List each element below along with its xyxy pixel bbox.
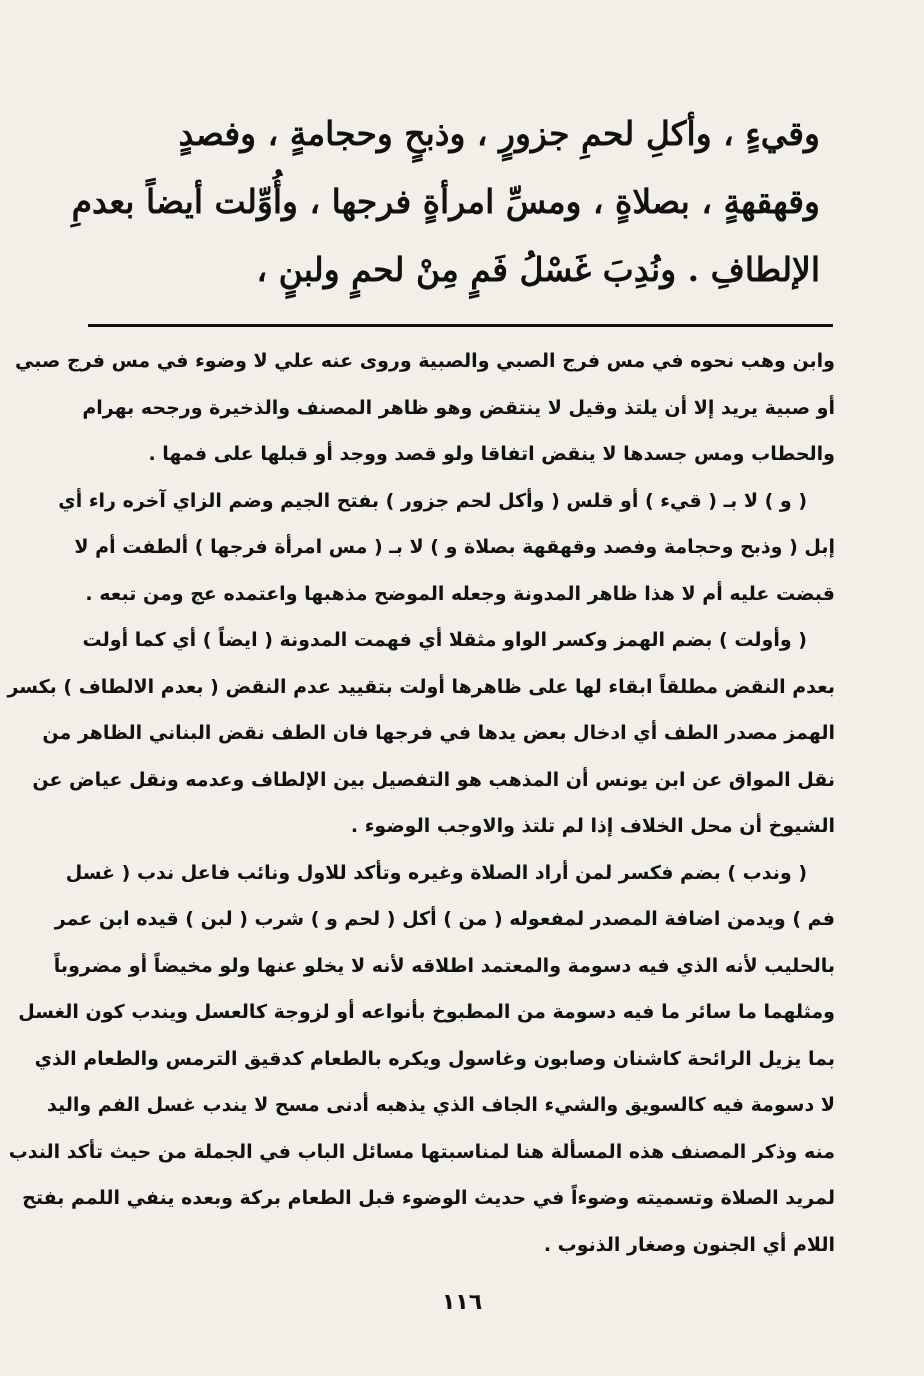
- commentary-line: لمريد الصلاة وتسميته وضوءاً في حديث الوضوء قبل الطعام بركة وبعده ينفي اللمم بفتح: [22, 1187, 835, 1209]
- page-number: ١١٦: [441, 1290, 483, 1315]
- commentary-line: وابن وهب نحوه في مس فرج الصبي والصبية وروى عنه علي لا وضوء في مس فرج صبي: [15, 350, 835, 372]
- commentary-line: الهمز مصدر الطف أي ادخال بعض يدها في فرجها فان الطف نقض البناني الظاهر من: [42, 722, 835, 744]
- commentary-line: إبل ( وذبح وحجامة وفصد وقهقهة بصلاة و ) لا بـ ( مس امرأة فرجها ) ألطفت أم لا: [74, 536, 835, 558]
- commentary-paragraph: [8, 850, 835, 1269]
- separator-rule: [88, 324, 833, 327]
- commentary-line: قبضت عليه أم لا هذا ظاهر المدونة وجعله الموضح مذهبها واعتمده عج ومن تبعه .: [85, 582, 835, 605]
- commentary-line: فم ) ويدمن اضافة المصدر لمفعوله ( من ) أكل ( لحم و ) شرب ( لبن ) قيده ابن عمر: [54, 908, 835, 930]
- commentary-line: منه وذكر المصنف هذه المسألة هنا لمناسبتها مسائل الباب في الجملة من حيث تأكد الندب: [8, 1140, 835, 1163]
- commentary-line: بعدم النقض مطلقاً ابقاء لها على ظاهرها أولت بتقييد عدم النقض ( بعدم الالطاف ) بكسر: [7, 675, 835, 698]
- commentary-paragraph: [15, 338, 835, 478]
- commentary-line: أو صبية يريد إلا أن يلتذ وقيل لا ينتقض وهو ظاهر المصنف والذخيرة ورجحه بهرام: [82, 396, 835, 419]
- commentary-paragraph: [7, 617, 835, 850]
- commentary-line: والحطاب ومس جسدها لا ينقض اتفاقا ولو قصد ووجد أو قبلها على فمها .: [148, 443, 835, 465]
- commentary-line: اللام أي الجنون وصغار الذنوب .: [543, 1233, 835, 1256]
- commentary-line: بما يزيل الرائحة كاشنان وصابون وغاسول ويكره بالطعام كدقيق الترمس والطعام الذي: [34, 1047, 835, 1070]
- commentary-block: [7, 338, 835, 1268]
- commentary-line: ( وندب ) بضم فكسر لمن أراد الصلاة وغيره وتأكد للاول ونائب فاعل ندب ( غسل: [65, 861, 807, 884]
- main-text-line: وقهقهةٍ ، بصلاةٍ ، ومسِّ امرأةٍ فرجها ، وأُوِّلت أيضاً بعدمِ: [71, 182, 820, 221]
- commentary-paragraph: [58, 478, 835, 618]
- main-text-line: وقيءٍ ، وأكلِ لحمِ جزورٍ ، وذبحٍ وحجامةٍ ، وفصدٍ: [178, 114, 820, 153]
- commentary-line: نقل المواق عن ابن يونس أن المذهب هو التفصيل بين الإلطاف وعدمه ونقل عياض عن: [32, 768, 835, 791]
- main-text-line: الإلطافِ . ونُدِبَ غَسْلُ فَمٍ مِنْ لحمٍ ولبنٍ ،: [256, 250, 820, 289]
- commentary-line: الشيوخ أن محل الخلاف إذا لم تلتذ والاوجب الوضوء .: [350, 815, 835, 837]
- commentary-line: لا دسومة فيه كالسويق والشيء الجاف الذي يذهبه أدنى مسح لا يندب غسل الفم واليد: [47, 1094, 835, 1116]
- commentary-line: ( وأولت ) بضم الهمز وكسر الواو مثقلا أي فهمت المدونة ( ايضاً ) أي كما أولت: [82, 629, 807, 651]
- main-text-block: [70, 100, 820, 304]
- commentary-line: ( و ) لا بـ ( قيء ) أو قلس ( وأكل لحم جزور ) بفتح الجيم وضم الزاي آخره راء أي: [58, 489, 807, 512]
- commentary-line: ومثلهما ما سائر ما فيه دسومة من المطبوخ بأنواعه أو لزوجة كالعسل ويندب كون الغسل: [18, 1001, 835, 1023]
- commentary-line: بالحليب لأنه الذي فيه دسومة والمعتمد اطلاقه لأنه لا يخلو عنها ولو مخيضاً أو مضروباً: [53, 954, 835, 977]
